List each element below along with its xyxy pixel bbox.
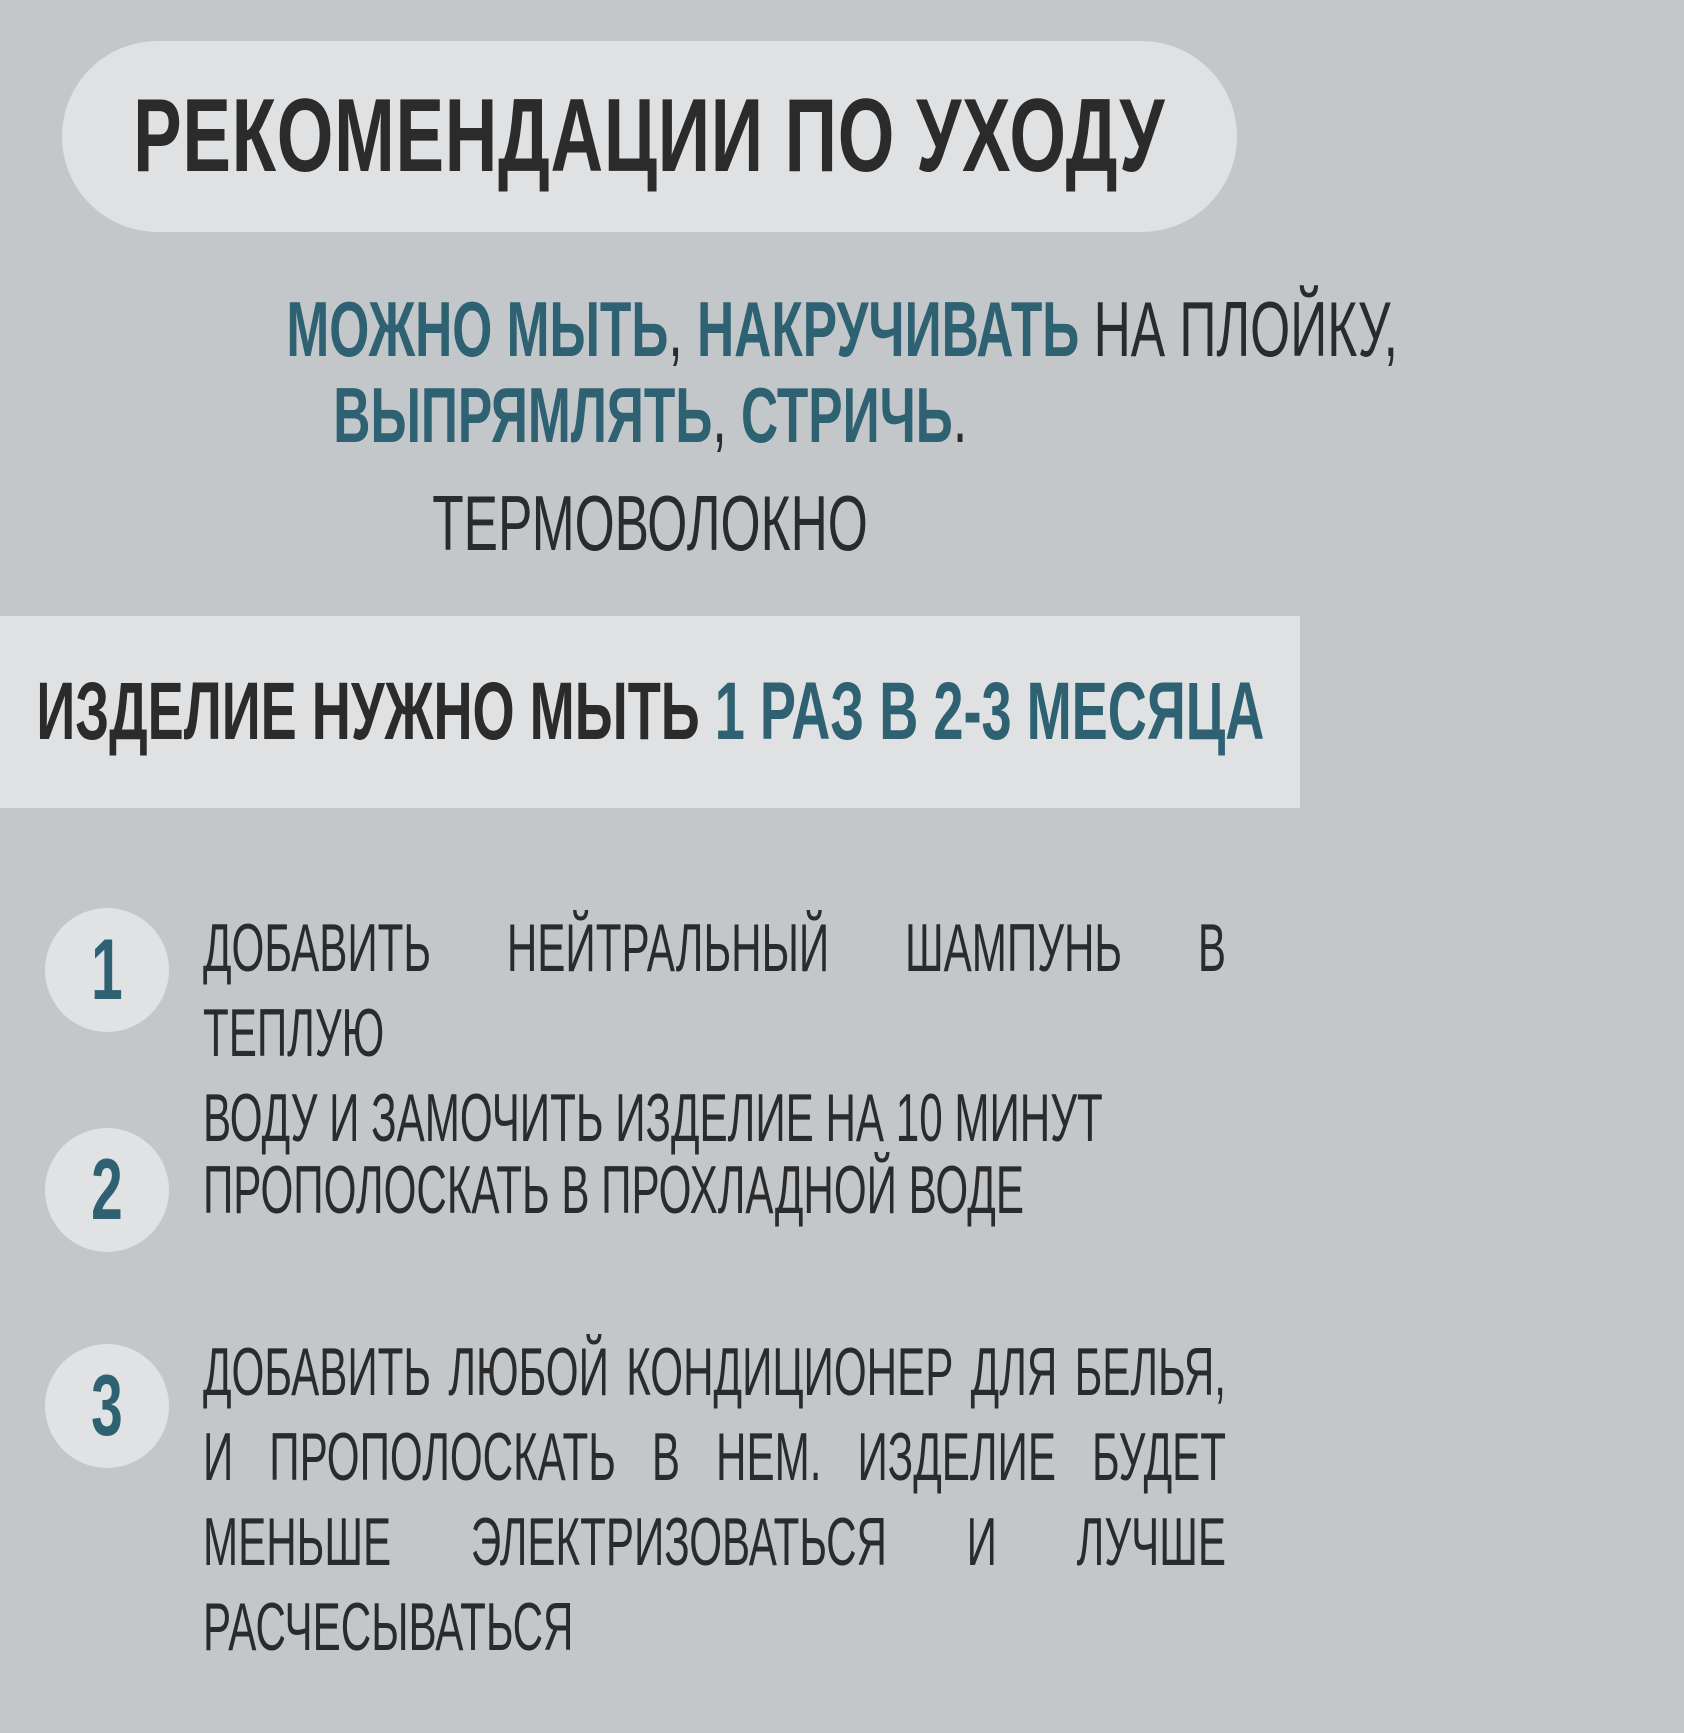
subtitle-line-3 xyxy=(0,479,1300,567)
step-number: 2 xyxy=(91,1141,123,1238)
step-number-badge xyxy=(45,908,169,1032)
page-title: РЕКОМЕНДАЦИИ ПО УХОДУ xyxy=(133,78,1166,194)
subtitle-line-2 xyxy=(0,371,1300,459)
step-text xyxy=(203,1330,1226,1670)
step-text-line: ПРОПОЛОСКАТЬ В ПРОХЛАДНОЙ ВОДЕ xyxy=(203,1152,1024,1228)
step-text xyxy=(203,906,1226,1161)
title-pill xyxy=(62,41,1237,232)
wash-frequency-label: ИЗДЕЛИЕ НУЖНО МЫТЬ xyxy=(35,666,715,757)
step-number: 3 xyxy=(91,1357,123,1454)
subtitle-line-1 xyxy=(0,285,1398,373)
subtitle-straighten: ВЫПРЯМЛЯТЬ xyxy=(333,371,713,459)
step-text-line: ДОБАВИТЬ НЕЙТРАЛЬНЫЙ ШАМПУНЬ В ТЕПЛУЮ xyxy=(203,910,1226,1071)
step-number: 1 xyxy=(91,921,123,1018)
step-text-line: МЕНЬШЕ ЭЛЕКТРИЗОВАТЬСЯ И ЛУЧШЕ xyxy=(203,1504,1226,1580)
subtitle-period: . xyxy=(952,371,967,459)
step-text-line: РАСЧЕСЫВАТЬСЯ xyxy=(203,1589,574,1665)
subtitle-separator: , xyxy=(668,285,697,373)
step-text-line: ВОДУ И ЗАМОЧИТЬ ИЗДЕЛИЕ НА 10 МИНУТ xyxy=(203,1080,1103,1156)
step-number-badge xyxy=(45,1128,169,1252)
step-text-line: ДОБАВИТЬ ЛЮБОЙ КОНДИЦИОНЕР ДЛЯ БЕЛЬЯ, xyxy=(203,1334,1226,1410)
subtitle-separator: , xyxy=(712,371,741,459)
subtitle-curl: НАКРУЧИВАТЬ xyxy=(696,285,1080,373)
material-label: ТЕРМОВОЛОКНО xyxy=(432,479,868,567)
subtitle-curling-iron: НА ПЛОЙКУ, xyxy=(1079,285,1398,373)
subtitle-cut: СТРИЧЬ xyxy=(740,371,953,459)
step-number-badge xyxy=(45,1344,169,1468)
wash-frequency-band xyxy=(0,616,1300,808)
step-text-line: И ПРОПОЛОСКАТЬ В НЕМ. ИЗДЕЛИЕ БУДЕТ xyxy=(203,1419,1226,1495)
step-text xyxy=(203,1148,1226,1233)
subtitle-wash: МОЖНО МЫТЬ xyxy=(286,285,669,373)
wash-frequency-value: 1 РАЗ В 2-3 МЕСЯЦА xyxy=(714,666,1265,757)
